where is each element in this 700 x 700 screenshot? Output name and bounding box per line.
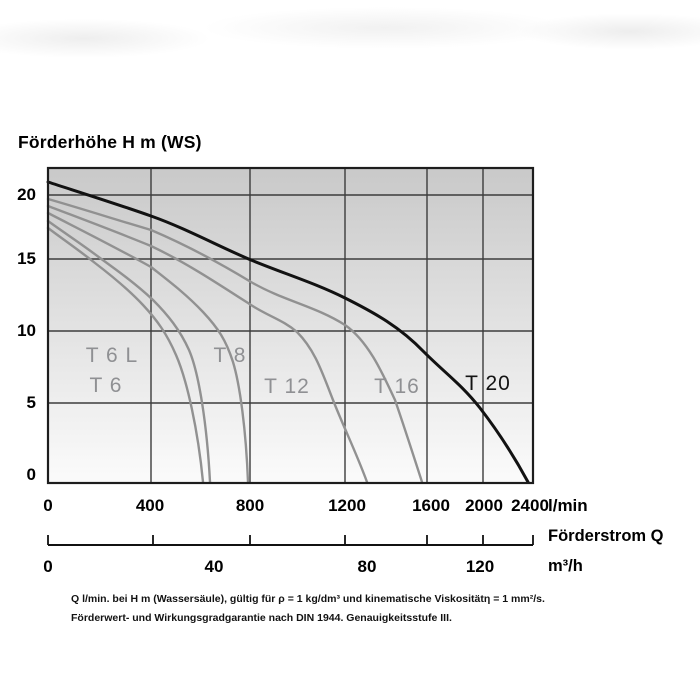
x-tick-label-lmin: 400 [135,496,165,515]
curve-label-t8: T 8 [213,344,247,367]
x-axis-lmin-unit: l/min [548,496,588,515]
x-tick-label-lmin: 2000 [465,496,503,515]
curve-label-t12: T 12 [264,375,310,398]
x-tick-label-lmin: 1200 [328,496,366,515]
y-tick-label: 20 [17,185,36,204]
x-tick-label-m3h: 0 [43,557,53,576]
y-tick-label: 15 [17,249,36,268]
x-tick-label-m3h: 40 [204,557,224,576]
x-tick-label-lmin: 1600 [412,496,450,515]
x-tick-label-lmin: 0 [43,496,53,515]
curve-label-t6l: T 6 L [85,344,139,367]
y-tick-label: 10 [17,321,36,340]
footnote-line-1: Q l/min. bei H m (Wassersäule), gültig für ρ = 1 kg/dm³ und kinematische Viskositätη = 1 mm²/s. [71,593,545,605]
curve-label-t20: T 20 [465,372,511,395]
x-tick-label-lmin: 2400 [511,496,549,515]
x-axis-title: Förderstrom Q [548,527,664,545]
x-tick-label-m3h: 120 [465,557,495,576]
x-tick-label-lmin: 800 [235,496,265,515]
plot-background [48,168,533,483]
x-axis-m3h-unit: m³/h [548,557,583,575]
curve-label-t16: T 16 [374,375,420,398]
y-tick-label: 0 [26,465,36,484]
curve-label-t6: T 6 [89,374,123,397]
x-tick-label-m3h: 80 [357,557,377,576]
chart-title: Förderhöhe H m (WS) [18,132,202,152]
footnote-line-2: Förderwert- und Wirkungsgradgarantie nach DIN 1944. Genauigkeitsstufe III. [71,612,452,624]
y-tick-label: 5 [26,393,36,412]
